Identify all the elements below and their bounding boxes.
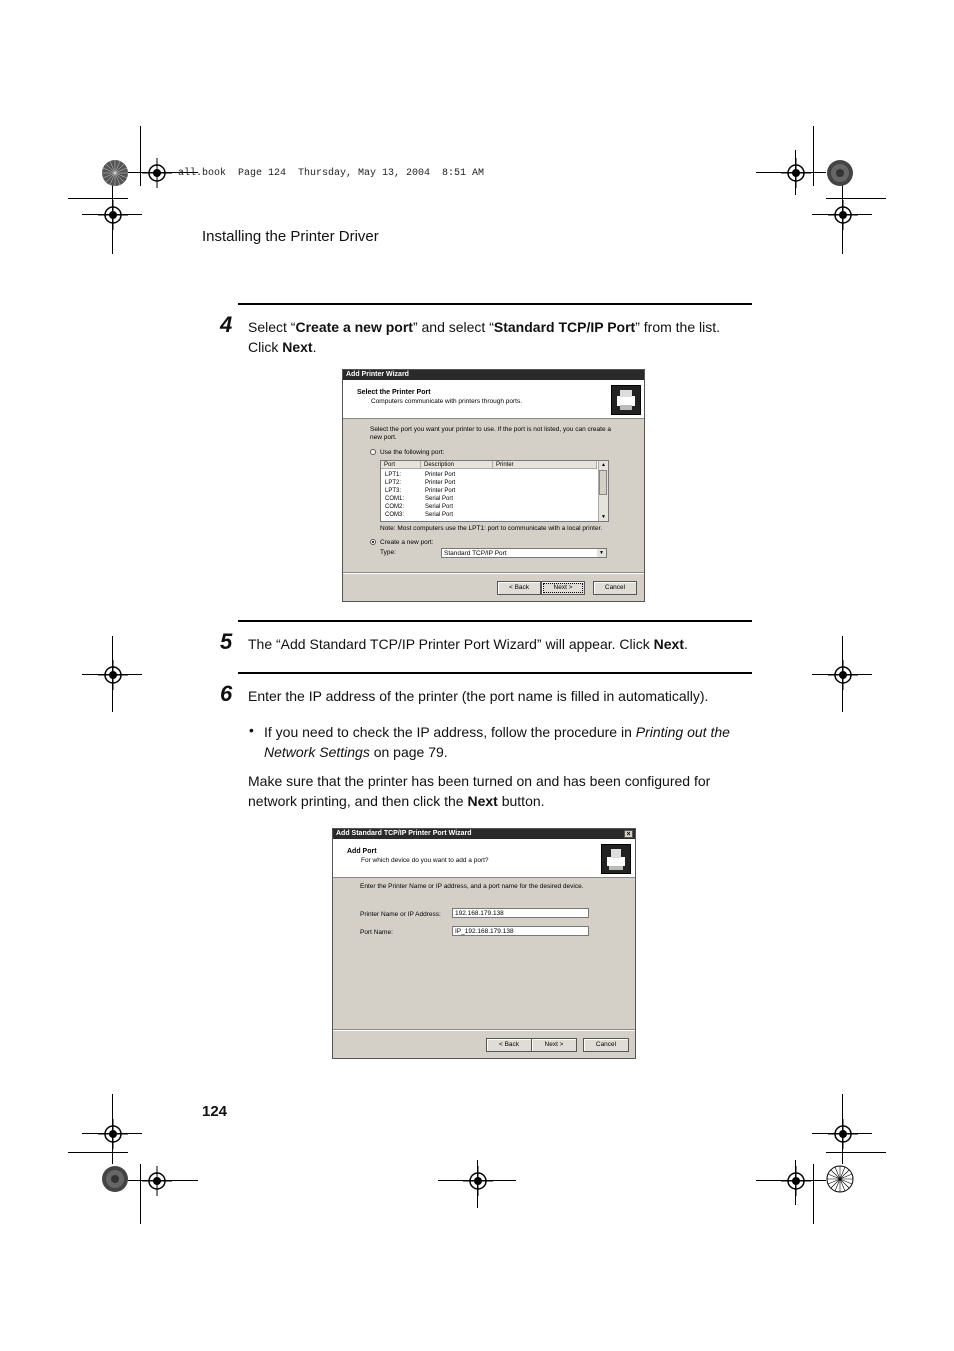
registration-target-icon	[98, 1119, 128, 1149]
add-printer-wizard-dialog	[342, 369, 645, 602]
step-6-paragraph	[248, 771, 748, 811]
bullet-dot: •	[249, 722, 254, 738]
port-row-port[interactable]: LPT2:	[385, 480, 402, 486]
back-button[interactable]: < Back	[497, 581, 541, 595]
text-run: If you need to check the IP address, follow the procedure in	[264, 724, 636, 740]
text-run-bold: Create a new port	[295, 319, 413, 335]
wizard-header	[333, 839, 635, 878]
close-icon[interactable]: ×	[624, 830, 633, 838]
cancel-button[interactable]: Cancel	[583, 1038, 629, 1052]
wizard-heading: Add Port	[347, 848, 377, 855]
page-number: 124	[202, 1103, 228, 1120]
registration-target-icon	[463, 1166, 493, 1196]
step-divider	[238, 620, 752, 622]
text-run: on page 79.	[369, 744, 448, 760]
use-existing-port-radio[interactable]	[370, 449, 376, 455]
registration-target-icon	[828, 660, 858, 690]
port-row-desc[interactable]: Serial Port	[425, 504, 454, 510]
text-run: The “Add Standard TCP/IP Printer Port Wizard” will appear. Click	[248, 636, 654, 652]
text-run-bold: Standard TCP/IP Port	[493, 319, 636, 335]
scroll-up-icon[interactable]: ▲	[601, 462, 606, 468]
button-separator	[333, 1029, 635, 1031]
registration-target-icon	[828, 200, 858, 230]
port-row-desc[interactable]: Printer Port	[425, 488, 456, 494]
step-5-text	[248, 634, 758, 654]
use-existing-port-label: Use the following port:	[380, 449, 445, 456]
starburst-disc-icon	[826, 1165, 854, 1193]
registration-target-icon	[98, 200, 128, 230]
step-number: 4	[220, 312, 233, 337]
registration-target-icon	[142, 158, 172, 188]
registration-target-icon	[142, 1166, 172, 1196]
next-button[interactable]: Next >	[541, 581, 585, 595]
col-description-header[interactable]: Description	[421, 461, 493, 469]
port-row-desc[interactable]: Printer Port	[425, 480, 456, 486]
wizard-heading: Select the Printer Port	[357, 389, 431, 396]
wizard-header	[343, 380, 644, 419]
cross-reference-link: Printing out the Network Settings	[264, 724, 730, 760]
text-run: button.	[497, 793, 545, 809]
step-6-bullet	[264, 722, 748, 762]
text-run: Select “	[248, 319, 296, 335]
text-run: Make sure that the printer has been turned on and has been configured for network printing, and then click the	[248, 773, 711, 809]
lpt-note: Note: Most computers use the LPT1: port to communicate with a local printer.	[380, 525, 603, 532]
port-instruction: Select the port you want your printer to use. If the port is not listed, you can create a new port.	[370, 426, 611, 441]
running-header: Installing the Printer Driver	[202, 228, 379, 245]
port-row-desc[interactable]: Serial Port	[425, 512, 454, 518]
step-divider	[238, 672, 752, 674]
printer-port-icon	[611, 385, 641, 415]
step-4-text	[248, 317, 758, 357]
tcpip-port-wizard-dialog	[332, 828, 636, 1059]
slug-line: all.book Page 124 Thursday, May 13, 2004 8:51 AM	[178, 168, 485, 179]
port-row-port[interactable]: COM1:	[385, 496, 405, 502]
text-run: Click	[248, 339, 283, 355]
dropdown-arrow-icon[interactable]: ▼	[597, 549, 606, 557]
port-name-label: Port Name:	[360, 929, 393, 936]
port-row-port[interactable]: LPT1:	[385, 472, 402, 478]
port-type-label: Type:	[380, 549, 396, 556]
wizard-subheading: Computers communicate with printers through ports.	[371, 398, 523, 405]
step-number: 6	[220, 681, 233, 706]
text-run: ” and select “	[412, 319, 494, 335]
registration-target-icon	[828, 1119, 858, 1149]
port-row-port[interactable]: LPT3:	[385, 488, 402, 494]
create-new-port-radio[interactable]	[370, 539, 376, 545]
create-new-port-label: Create a new port:	[380, 539, 434, 546]
ip-address-label: Printer Name or IP Address:	[360, 911, 441, 918]
port-row-port[interactable]: COM3:	[385, 512, 405, 518]
col-port-header[interactable]: Port	[381, 461, 421, 469]
port-row-port[interactable]: COM2:	[385, 504, 405, 510]
dialog-title: Add Printer Wizard	[343, 370, 644, 380]
step-6-text: Enter the IP address of the printer (the port name is filled in automatically).	[248, 688, 709, 704]
port-list[interactable]	[380, 460, 609, 522]
next-button[interactable]: Next >	[531, 1038, 577, 1052]
wizard-subheading: For which device do you want to add a port?	[361, 857, 489, 864]
starburst-disc-icon	[101, 159, 129, 187]
starburst-disc-icon	[101, 1165, 129, 1193]
text-run-bold: Next	[467, 793, 498, 809]
registration-target-icon	[781, 1166, 811, 1196]
network-printer-icon	[601, 844, 631, 874]
cancel-button[interactable]: Cancel	[593, 581, 637, 595]
port-row-desc[interactable]: Printer Port	[425, 472, 456, 478]
dialog-title-text: Add Standard TCP/IP Printer Port Wizard	[336, 830, 472, 837]
list-scrollbar[interactable]	[598, 461, 608, 521]
port-name-input[interactable]: IP_192.168.179.138	[452, 926, 589, 936]
scroll-down-icon[interactable]: ▼	[601, 514, 606, 520]
text-run-bold: Next	[282, 339, 313, 355]
scroll-thumb[interactable]	[599, 470, 607, 495]
registration-target-icon	[98, 660, 128, 690]
port-type-select[interactable]: Standard TCP/IP Port	[441, 548, 607, 558]
step-divider	[238, 303, 752, 305]
text-run: ” from the list.	[635, 319, 721, 335]
registration-target-icon	[781, 158, 811, 188]
port-instruction: Enter the Printer Name or IP address, and a port name for the desired device.	[360, 883, 584, 890]
starburst-disc-icon	[826, 159, 854, 187]
text-run: .	[684, 636, 688, 652]
port-row-desc[interactable]: Serial Port	[425, 496, 454, 502]
ip-address-input[interactable]: 192.168.179.138	[452, 908, 589, 918]
back-button[interactable]: < Back	[486, 1038, 532, 1052]
text-run: .	[312, 339, 317, 355]
dialog-title	[333, 829, 635, 839]
text-run-bold: Next	[653, 636, 684, 652]
button-separator	[343, 572, 644, 574]
step-number: 5	[220, 629, 233, 654]
col-printer-header[interactable]: Printer	[493, 461, 597, 469]
